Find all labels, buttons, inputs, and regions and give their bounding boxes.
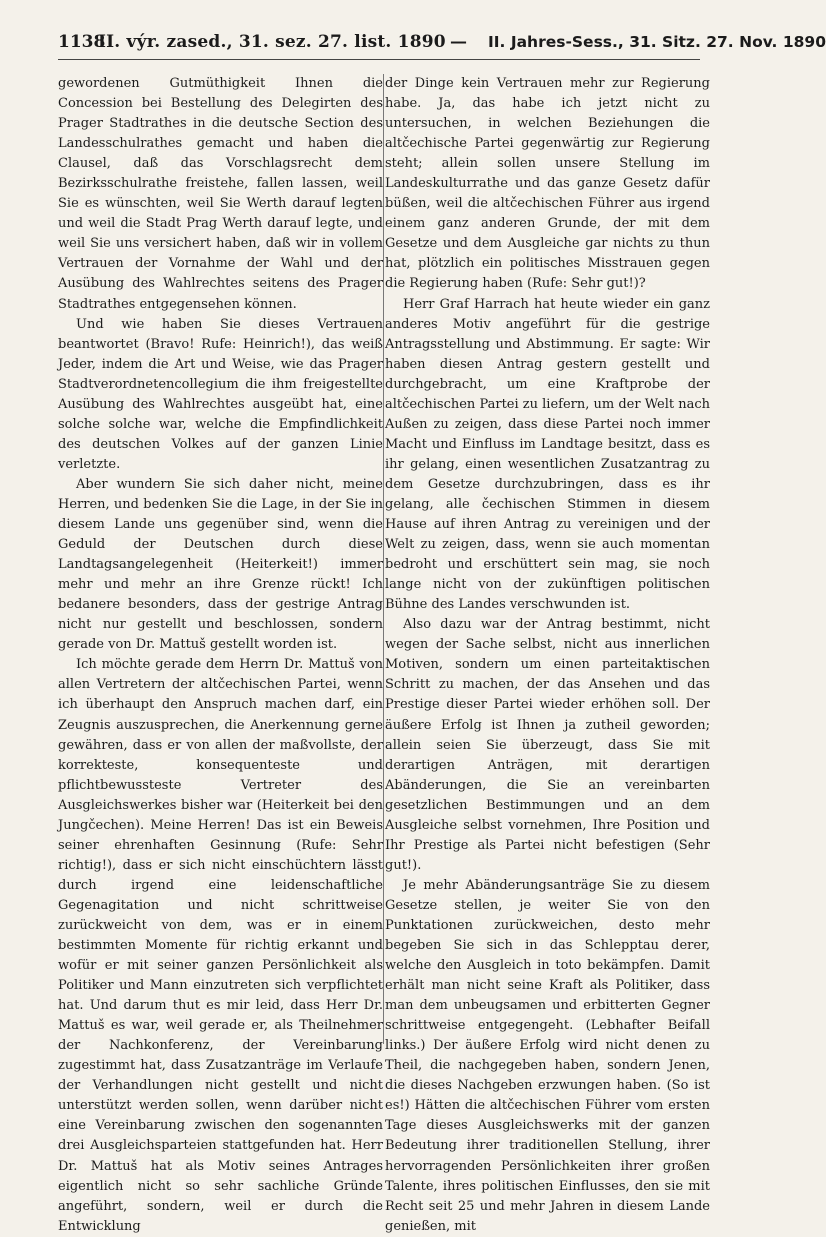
page-number: 1138 [58, 32, 106, 52]
header-rule [58, 59, 700, 60]
paragraph: gewordenen Gutmüthigkeit Ihnen die Concession bei Bestellung des Delegirten des Prager Stadtrathes in die deutsche Section des Landesschulrathes gemacht und haben die Clausel, daß das Vorschlagsrecht dem Bezirksschulrathe freistehe, fallen lassen, weil Sie es wünschten, weil Sie Werth darauf legten und weil die Stadt Prag Werth darauf legte, und weil Sie uns versichert haben, daß wir in vollem Vertrauen der Vornahme der Wahl und der Ausübung des Wahlrechtes seitens des Prager Stadtrathes entgegensehen können. [58, 76, 383, 312]
left-column [58, 74, 383, 1234]
right-column [385, 74, 710, 1234]
paragraph: Herr Graf Harrach hat heute wieder ein ganz anderes Motiv angeführt für die gestrige Antragsstellung und Abstimmung. Er sagte: Wir haben diesen Antrag gestern gestellt und durchgebracht, um eine Kraftprobe der altčechischen Partei zu liefern, um der Welt nach Außen zu zeigen, dass diese Partei noch immer Macht und Einfluss im Landtage besitzt, dass es ihr gelang, einen wesentlichen Zusatzantrag zu dem Gesetze durchzubringen, dass es ihr gelang, alle čechischen Stimmen in diesem Hause auf ihren Antrag zu vereinigen und der Welt zu zeigen, dass, wenn sie auch momentan bedroht und erschüttert sein mag, sie noch lange nicht von der zukünftigen politischen Bühne des Landes verschwunden ist. [385, 296, 710, 613]
paragraph: Also dazu war der Antrag bestimmt, nicht wegen der Sache selbst, nicht aus innerlichen Motiven, sondern um einen parteitaktischen Schritt zu machen, der das Ansehen und das Prestige dieser Partei wieder erhöhen soll. Der äußere Erfolg ist Ihnen ja zutheil geworden; allein seien Sie überzeugt, dass Sie mit derartigen Anträgen, mit derartigen Abänderungen, die Sie an vereinbarten gesetzlichen Bestimmungen und an dem Ausgleiche selbst vornehmen, Ihre Position und Ihr Prestige als Partei nicht befestigen (Sehr gut!). [385, 617, 710, 873]
paragraph: Und wie haben Sie dieses Vertrauen beantwortet (Bravo! Rufe: Heinrich!), das weiß Jeder, indem die Art und Weise, wie das Prager Stadtverordnetencollegium die ihm freigestellte Ausübung des Wahlrechtes ausgeübt hat, eine solche solche war, welche die Empfindlichkeit des deutschen Volkes auf der ganzen Linie verletzte. [58, 316, 383, 472]
running-header [58, 30, 826, 54]
paragraph: Je mehr Abänderungsanträge Sie zu diesem Gesetze stellen, je weiter Sie von den Punktationen zurückweichen, desto mehr begeben Sie sich in das Schlepptau derer, welche den Ausgleich in toto bekämpfen. Damit erhält man nicht seine Kraft als Politiker, dass man dem unbeugsamen und erbitterten Gegner schrittweise entgegengeht. (Lebhafter Beifall links.) Der äußere Erfolg wird nicht denen zu Theil, die nachgegeben haben, sondern Jenen, die dieses Nachgeben erzwungen haben. (So ist es!) Hätten die altčechischen Führer vom ersten Tage dieses Ausgleichswerks mit der ganzen Bedeutung ihrer traditionellen Stellung, ihrer hervorragenden Persönlichkeiten ihrer großen Talente, ihres politischen Einflusses, den sie mit Recht seit 25 und mehr Jahren in diesem Lande genießen, mit [385, 877, 710, 1234]
paragraph: Aber wundern Sie sich daher nicht, meine Herren, und bedenken Sie die Lage, in der Sie in diesem Lande uns gegenüber sind, wenn die Geduld der Deutschen durch diese Landtagsangelegenheit (Heiterkeit!) immer mehr und mehr an ihre Grenze rückt! Ich bedanere besonders, dass der gestrige Antrag nicht nur gestellt und beschlossen, sondern gerade von Dr. Mattuš gestellt worden ist. [58, 476, 383, 653]
paragraph: der Dinge kein Vertrauen mehr zur Regierung habe. Ja, das habe ich jetzt nicht zu untersuchen, in welchen Beziehungen die altčechische Partei gegenwärtig zur Regierung steht; allein sollen unsere Stellung im Landeskulturrathe und das ganze Gesetz dafür büßen, weil die altčechischen Führer aus irgend einem ganz anderen Grunde, der mit dem Gesetze und dem Ausgleiche gar nichts zu thun hat, plötzlich ein politisches Misstrauen gegen die Regierung haben (Rufe: Sehr gut!)? [385, 76, 710, 292]
german-session-title: II. Jahres-Sess., 31. Sitz. 27. Nov. 1890 [488, 33, 826, 51]
column-divider [383, 74, 384, 1044]
czech-session-title: II. výr. zased., 31. sez. 27. list. 1890 [98, 32, 446, 52]
header-separator: — [450, 32, 467, 52]
paragraph: Ich möchte gerade dem Herrn Dr. Mattuš von allen Vertretern der altčechischen Partei, wenn ich überhaupt den Anspruch machen darf, ein Zeugnis auszusprechen, die Anerkennung gerne gewähren, dass er von allen der maßvollste, der korrekteste, konsequenteste und pflichtbewussteste Vertreter des Ausgleichswerkes bisher war (Heiterkeit bei den Jungčechen). Meine Herren! Das ist ein Beweis seiner ehrenhaften Gesinnung (Rufe: Sehr richtig!), dass er sich nicht einschüchtern lässt durch irgend eine leidenschaftliche Gegenagitation und nicht schrittweise zurückweicht von dem, was er in einem bestimmten Momente für richtig erkannt und wofür er mit seiner ganzen Persönlichkeit als Politiker und Mann einzutreten sich verpflichtet hat. Und darum thut es mir leid, dass Herr Dr. Mattuš es war, weil gerade er, als Theilnehmer der Nachkonferenz, der Vereinbarung zugestimmt hat, dass Zusatzanträge im Verlaufe der Verhandlungen nicht gestellt und nicht unterstützt werden sollen, wenn darüber nicht eine Vereinbarung zwischen den sogenannten drei Ausgleichsparteien stattgefunden hat. Herr Dr. Mattuš hat als Motiv seines Antrages eigentlich nicht so sehr sachliche Gründe angeführt, sondern, weil er durch die Entwicklung [58, 657, 383, 1234]
